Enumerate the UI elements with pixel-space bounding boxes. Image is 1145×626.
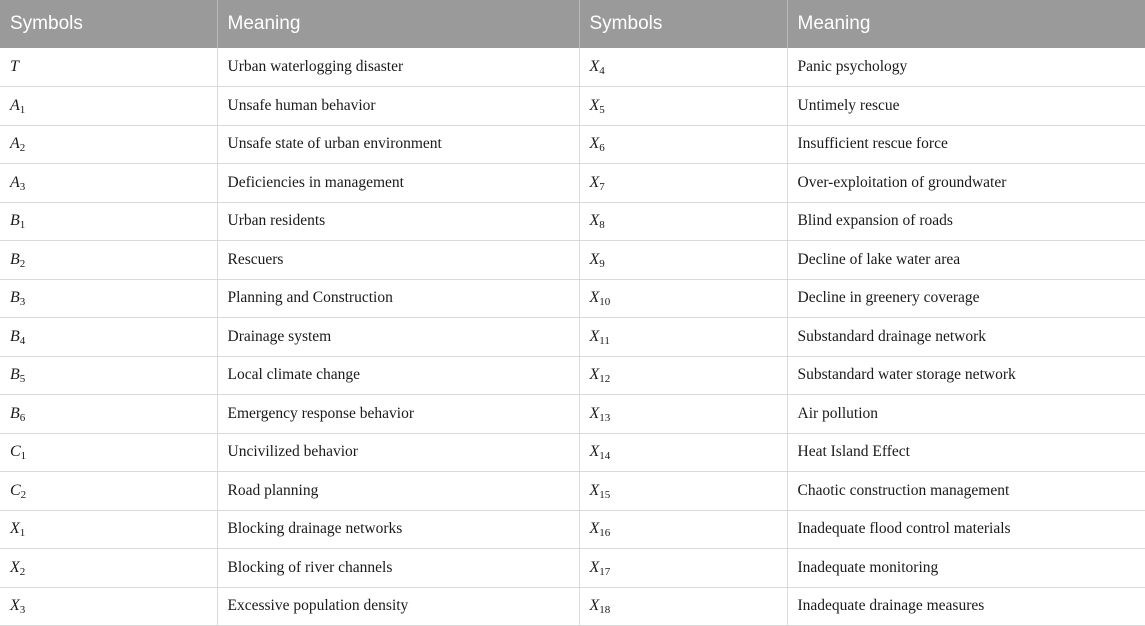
symbol-cell-left [0, 125, 217, 164]
meaning-cell-right: Chaotic construction management [787, 472, 1145, 511]
symbol-letter: X [589, 327, 600, 345]
meaning-cell-left: Unsafe state of urban environment [217, 125, 579, 164]
symbol-letter: X [589, 481, 600, 499]
table-row [0, 472, 1145, 511]
symbol-letter: A [10, 135, 20, 153]
symbol-letter: X [589, 443, 600, 461]
symbol-letter: X [589, 289, 600, 307]
symbol-subscript: 16 [599, 527, 611, 540]
table-row [0, 202, 1145, 241]
symbol-subscript: 2 [20, 488, 27, 501]
symbol-cell-left [0, 48, 217, 87]
symbol-subscript: 17 [599, 565, 611, 578]
symbol-subscript: 5 [19, 373, 26, 386]
symbol-cell-right [579, 395, 787, 434]
symbol-subscript: 4 [19, 334, 26, 347]
symbol-letter: B [10, 250, 20, 268]
symbol-letter: X [10, 520, 20, 538]
symbol-subscript: 15 [599, 488, 611, 501]
symbol-cell-right [579, 202, 787, 241]
symbol-cell-left [0, 433, 217, 472]
symbol-cell-right [579, 549, 787, 588]
symbol-subscript: 8 [599, 219, 605, 232]
symbol-cell-left [0, 241, 217, 280]
symbol-subscript: 9 [599, 257, 605, 270]
symbol-letter: A [10, 96, 20, 114]
symbol-letter: B [10, 327, 20, 345]
symbol-letter: X [589, 250, 600, 268]
symbol-cell-left [0, 164, 217, 203]
symbol-cell-left [0, 87, 217, 126]
symbol-letter: X [589, 135, 600, 153]
header-row [0, 0, 1145, 48]
table-row [0, 318, 1145, 357]
meaning-cell-left: Road planning [217, 472, 579, 511]
meaning-cell-left: Rescuers [217, 241, 579, 280]
meaning-cell-right: Blind expansion of roads [787, 202, 1145, 241]
meaning-cell-right: Decline in greenery coverage [787, 279, 1145, 318]
symbol-letter: B [10, 289, 20, 307]
meaning-cell-left: Planning and Construction [217, 279, 579, 318]
symbol-cell-right [579, 164, 787, 203]
header-meaning-left: Meaning [217, 0, 579, 48]
symbol-cell-right [579, 125, 787, 164]
meaning-cell-right: Decline of lake water area [787, 241, 1145, 280]
table-body [0, 48, 1145, 626]
header-symbols-left: Symbols [0, 0, 217, 48]
symbol-letter: X [589, 96, 600, 114]
symbol-letter: X [10, 558, 20, 576]
symbol-subscript: 12 [599, 373, 611, 386]
symbol-subscript: 3 [19, 180, 26, 193]
table-header [0, 0, 1145, 48]
symbol-subscript: 1 [20, 450, 27, 463]
symbol-letter: X [589, 366, 600, 384]
meaning-cell-left: Blocking of river channels [217, 549, 579, 588]
symbol-subscript: 4 [599, 65, 605, 77]
table-row [0, 48, 1145, 87]
symbol-letter: X [589, 173, 600, 191]
symbol-cell-right [579, 433, 787, 472]
table-row [0, 164, 1145, 203]
table-row [0, 279, 1145, 318]
symbol-subscript: 5 [599, 103, 605, 116]
meaning-cell-right: Over-exploitation of groundwater [787, 164, 1145, 203]
meaning-cell-right: Substandard drainage network [787, 318, 1145, 357]
meaning-cell-right: Inadequate monitoring [787, 549, 1145, 588]
symbol-subscript: 6 [19, 411, 26, 424]
symbol-subscript: 6 [599, 142, 605, 155]
symbol-subscript: 2 [19, 142, 26, 155]
table-row [0, 395, 1145, 434]
table-row [0, 549, 1145, 588]
symbol-cell-right [579, 587, 787, 626]
symbol-subscript: 1 [19, 527, 26, 540]
table-row [0, 587, 1145, 626]
header-symbols-right: Symbols [579, 0, 787, 48]
symbol-subscript: 7 [599, 180, 605, 193]
symbol-letter: B [10, 366, 20, 384]
symbol-subscript: 18 [599, 604, 611, 617]
symbol-subscript: 3 [19, 604, 26, 617]
symbol-cell-right [579, 87, 787, 126]
meaning-cell-right: Untimely rescue [787, 87, 1145, 126]
meaning-cell-left: Blocking drainage networks [217, 510, 579, 549]
symbol-cell-left [0, 510, 217, 549]
symbol-cell-left [0, 587, 217, 626]
symbol-letter: X [589, 212, 600, 230]
symbol-letter: X [10, 597, 20, 615]
symbol-subscript: 2 [19, 257, 26, 270]
meaning-cell-left: Unsafe human behavior [217, 87, 579, 126]
symbol-letter: B [10, 404, 20, 422]
meaning-cell-left: Local climate change [217, 356, 579, 395]
symbol-subscript: 11 [599, 334, 610, 347]
symbol-cell-right [579, 279, 787, 318]
meaning-cell-right: Air pollution [787, 395, 1145, 434]
meaning-cell-left: Deficiencies in management [217, 164, 579, 203]
symbol-cell-left [0, 472, 217, 511]
meaning-cell-right: Panic psychology [787, 48, 1145, 87]
symbol-cell-right [579, 472, 787, 511]
symbol-cell-right [579, 48, 787, 87]
symbol-cell-left [0, 356, 217, 395]
symbol-cell-left [0, 549, 217, 588]
symbol-subscript: 1 [19, 103, 26, 116]
symbol-cell-left [0, 279, 217, 318]
symbol-letter: B [10, 212, 20, 230]
symbol-letter: X [589, 404, 600, 422]
symbol-subscript: 2 [19, 565, 26, 578]
symbol-cell-right [579, 318, 787, 357]
symbol-letter: C [10, 443, 21, 461]
meaning-cell-left: Uncivilized behavior [217, 433, 579, 472]
symbol-cell-right [579, 356, 787, 395]
meaning-cell-right: Substandard water storage network [787, 356, 1145, 395]
symbol-letter: X [589, 597, 600, 615]
table-row [0, 433, 1145, 472]
symbol-subscript: 10 [599, 296, 611, 309]
table-row [0, 510, 1145, 549]
meaning-cell-left: Emergency response behavior [217, 395, 579, 434]
meaning-cell-left: Drainage system [217, 318, 579, 357]
meaning-cell-left: Urban waterlogging disaster [217, 48, 579, 87]
symbol-cell-right [579, 241, 787, 280]
meaning-cell-left: Urban residents [217, 202, 579, 241]
meaning-cell-right: Heat Island Effect [787, 433, 1145, 472]
symbol-letter: C [10, 481, 21, 499]
table-row [0, 125, 1145, 164]
symbol-letter: X [589, 558, 600, 576]
header-meaning-right: Meaning [797, 13, 871, 34]
meaning-cell-right: Inadequate drainage measures [787, 587, 1145, 626]
meaning-cell-right: Inadequate flood control materials [787, 510, 1145, 549]
symbol-subscript: 14 [599, 450, 611, 463]
symbol-subscript: 13 [599, 411, 611, 424]
symbol-letter: X [589, 520, 600, 538]
symbol-subscript: 1 [19, 219, 26, 232]
symbol-letter: X [589, 58, 600, 75]
meaning-cell-left: Excessive population density [217, 587, 579, 626]
symbol-cell-right [579, 510, 787, 549]
symbol-cell-left [0, 202, 217, 241]
table-row [0, 87, 1145, 126]
symbol-subscript: 3 [19, 296, 26, 309]
symbol-letter: T [10, 58, 19, 75]
table-row [0, 241, 1145, 280]
meaning-cell-right: Insufficient rescue force [787, 125, 1145, 164]
table-row [0, 356, 1145, 395]
symbol-letter: A [10, 173, 20, 191]
symbol-cell-left [0, 318, 217, 357]
symbol-cell-left [0, 395, 217, 434]
